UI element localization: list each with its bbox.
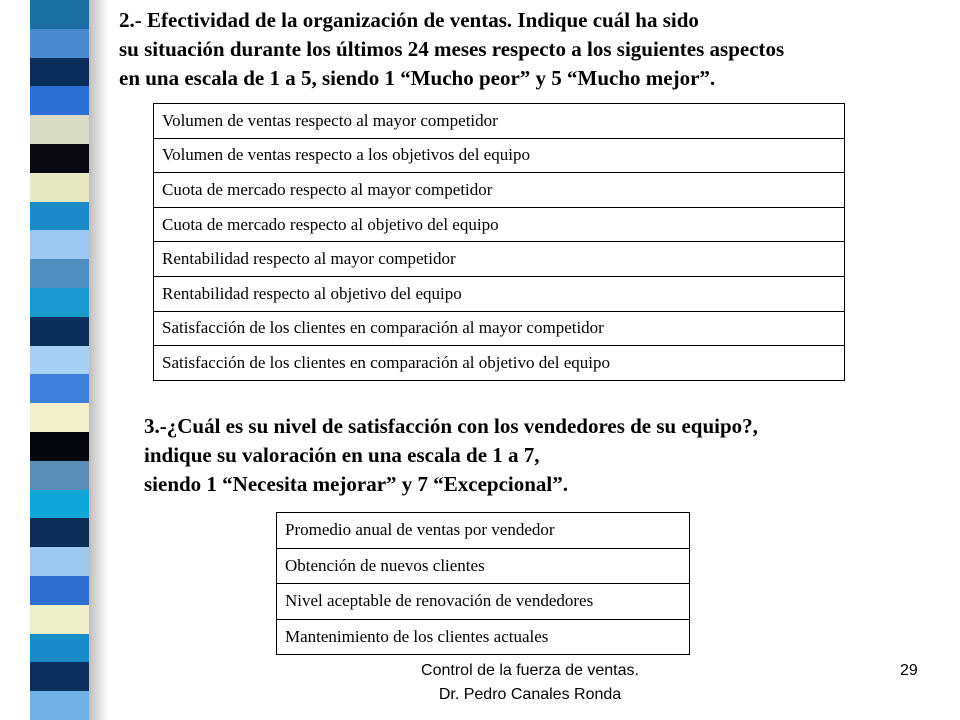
stripe-block: [30, 144, 89, 173]
table-row: [277, 619, 690, 655]
table-cell: Rentabilidad respecto al objetivo del equipo: [154, 276, 845, 311]
table-row: [277, 548, 690, 584]
page-number: 29: [900, 662, 918, 679]
stripe-block: [30, 29, 89, 58]
table-row: [277, 513, 690, 549]
stripe-block: [30, 634, 89, 663]
question-2-line: su situación durante los últimos 24 meses respecto a los siguientes aspectos: [119, 37, 785, 61]
decorative-stripe: [0, 0, 108, 720]
footer-author: Dr. Pedro Canales Ronda: [438, 686, 622, 703]
stripe-block: [30, 173, 89, 202]
table-row: [154, 207, 845, 242]
stripe-block: [30, 202, 89, 231]
question-2-line: en una escala de 1 a 5, siendo 1 “Mucho peor” y 5 “Mucho mejor”.: [119, 66, 716, 90]
stripe-block: [30, 576, 89, 605]
question-3-line: siendo 1 “Necesita mejorar” y 7 “Excepcional”.: [144, 472, 569, 496]
stripe-block: [30, 230, 89, 259]
stripe-block: [30, 691, 89, 720]
stripe-block: [30, 547, 89, 576]
stripe-block: [30, 259, 89, 288]
stripe-block: [30, 0, 89, 29]
stripe-block: [30, 518, 89, 547]
question-3-line: indique su valoración en una escala de 1 a 7,: [144, 443, 540, 467]
stripe-block: [30, 58, 89, 87]
table-cell: Satisfacción de los clientes en comparación al objetivo del equipo: [154, 346, 845, 381]
stripe-block: [30, 403, 89, 432]
table-cell: Rentabilidad respecto al mayor competidor: [154, 242, 845, 277]
question-3-line: 3.-¿Cuál es su nivel de satisfacción con los vendedores de su equipo?,: [144, 414, 758, 438]
stripe-block: [30, 317, 89, 346]
table-cell: Cuota de mercado respecto al mayor competidor: [154, 173, 845, 208]
stripe-block: [30, 288, 89, 317]
table-cell: Volumen de ventas respecto al mayor competidor: [154, 104, 845, 139]
question-2-table: [153, 103, 845, 381]
footer: [350, 659, 710, 707]
stripe-block: [30, 490, 89, 519]
stripe-shadow: [89, 0, 108, 720]
table-row: [154, 276, 845, 311]
question-2-line: 2.- Efectividad de la organización de ventas. Indique cuál ha sido: [119, 8, 699, 32]
table-cell: Mantenimiento de los clientes actuales: [277, 619, 690, 655]
stripe-block: [30, 86, 89, 115]
stripe-block: [30, 432, 89, 461]
stripe-block: [30, 662, 89, 691]
question-2-text: [119, 6, 784, 93]
stripe-block: [30, 115, 89, 144]
table-cell: Cuota de mercado respecto al objetivo del equipo: [154, 207, 845, 242]
table-row: [154, 173, 845, 208]
stripe-block: [30, 605, 89, 634]
table-row: [154, 104, 845, 139]
footer-title: Control de la fuerza de ventas.: [421, 662, 639, 679]
table-cell: Promedio anual de ventas por vendedor: [277, 513, 690, 549]
table-cell: Nivel aceptable de renovación de vendedores: [277, 584, 690, 620]
table-row: [154, 346, 845, 381]
table-row: [154, 242, 845, 277]
table-row: [154, 311, 845, 346]
table-row: [277, 584, 690, 620]
stripe-block: [30, 346, 89, 375]
table-row: [154, 138, 845, 173]
question-3-text: [144, 412, 758, 499]
table-cell: Satisfacción de los clientes en comparación al mayor competidor: [154, 311, 845, 346]
table-cell: Obtención de nuevos clientes: [277, 548, 690, 584]
table-cell: Volumen de ventas respecto a los objetivos del equipo: [154, 138, 845, 173]
stripe-block: [30, 461, 89, 490]
stripe-block: [30, 374, 89, 403]
question-3-table: [276, 512, 690, 655]
